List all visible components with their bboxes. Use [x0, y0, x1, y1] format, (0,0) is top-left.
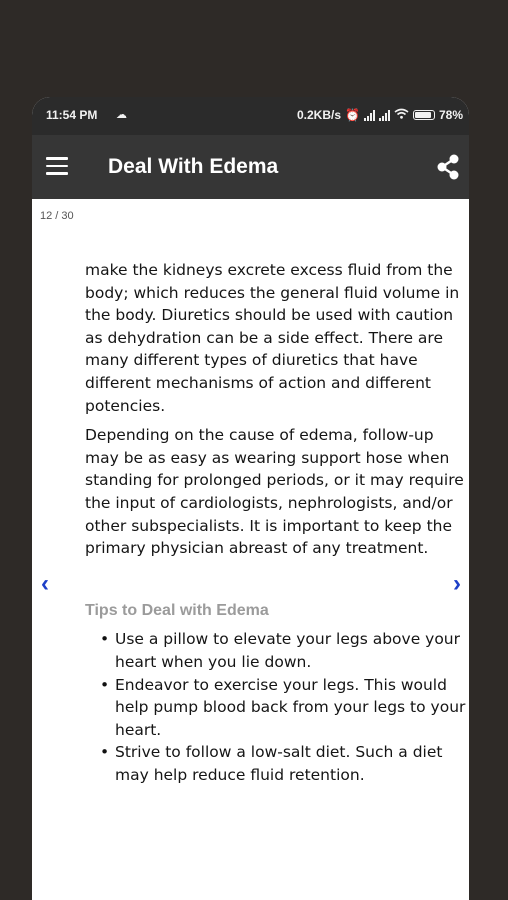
status-indicators — [297, 108, 463, 122]
share-icon[interactable] — [433, 152, 463, 182]
tips-list — [85, 628, 467, 786]
list-item: • Use a pillow to elevate your legs above your heart when you lie down. — [85, 628, 467, 673]
app-title: Deal With Edema — [108, 155, 279, 178]
previous-page-button[interactable]: ‹ — [41, 570, 49, 597]
list-item: • Endeavor to exercise your legs. This would help pump blood back from your legs to your heart. — [85, 674, 467, 742]
page-counter: 12 / 30 — [40, 210, 74, 222]
status-bar — [32, 97, 469, 135]
status-time: 11:54 PM — [46, 108, 98, 122]
signal-icon — [364, 110, 375, 121]
network-speed: 0.2KB/s — [296, 108, 342, 122]
signal-icon-2 — [379, 110, 390, 121]
article-content — [85, 259, 467, 786]
next-page-button[interactable]: › — [453, 570, 461, 597]
battery-percent: 78% — [438, 108, 463, 122]
phone-screen — [32, 97, 469, 900]
section-title: Tips to Deal with Edema — [85, 601, 269, 619]
list-item: • Strive to follow a low-salt diet. Such a diet may help reduce fluid retention. — [85, 741, 467, 786]
cloud-icon: ☁ — [116, 109, 127, 121]
menu-icon[interactable] — [46, 157, 68, 175]
paragraph: Depending on the cause of edema, follow-up may be as easy as wearing support hose when standing for prolonged periods, or it may require the input of cardiologists, nephrologists, and/or other subspecialists. It is important to keep the primary physician abreast of any treatment. — [85, 426, 464, 558]
paragraph: make the kidneys excrete excess fluid from the body; which reduces the general fluid volume in the body. Diuretics should be used with caution as dehydration can be a side effect. There are many different types of diuretics that have different mechanisms of action and different potencies. — [85, 261, 460, 415]
alarm-icon: ⏰ — [345, 108, 360, 122]
wifi-icon — [394, 108, 409, 122]
battery-icon — [413, 110, 435, 120]
app-bar — [32, 135, 469, 199]
